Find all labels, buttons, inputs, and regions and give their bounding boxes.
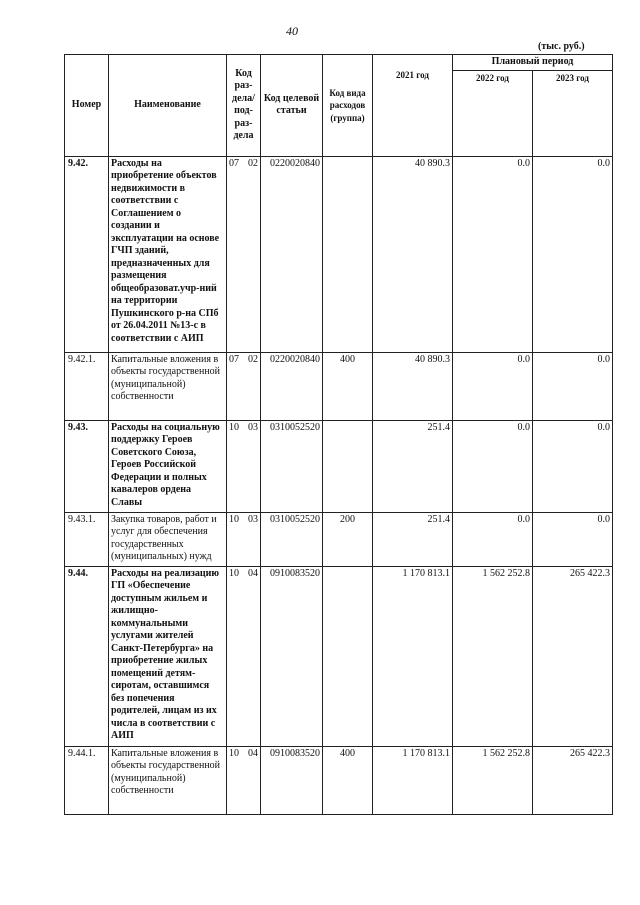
header-plan-period: Плановый период	[453, 55, 613, 71]
row-expense-type	[323, 420, 373, 512]
header-expense-type-code: Код вида расходов (группа)	[323, 55, 373, 157]
row-number: 9.43.1.	[65, 512, 109, 566]
header-target-code: Код целевой статьи	[261, 55, 323, 157]
row-number: 9.44.1.	[65, 746, 109, 814]
table-row	[65, 566, 613, 746]
row-expense-type	[323, 566, 373, 746]
row-amount-2022: 1 562 252.8	[453, 566, 533, 746]
row-target-code: 0910083520	[261, 746, 323, 814]
row-amount-2023: 265 422.3	[533, 746, 613, 814]
row-expense-type: 200	[323, 512, 373, 566]
row-amount-2021: 251.4	[373, 512, 453, 566]
units-label: (тыс. руб.)	[538, 41, 585, 52]
row-amount-2021: 251.4	[373, 420, 453, 512]
row-section	[227, 512, 261, 566]
row-amount-2021: 40 890.3	[373, 352, 453, 420]
row-subsection-code: 04	[248, 747, 258, 759]
row-name: Закупка товаров, работ и услуг для обеспечения государственных (муниципальных) нужд	[109, 512, 227, 566]
page-number: 40	[286, 24, 298, 38]
row-target-code: 0310052520	[261, 512, 323, 566]
row-amount-2023: 0.0	[533, 156, 613, 352]
table-row	[65, 420, 613, 512]
row-amount-2022: 0.0	[453, 156, 533, 352]
row-section-code: 10	[229, 513, 239, 525]
row-subsection-code: 03	[248, 421, 258, 433]
row-amount-2023: 0.0	[533, 420, 613, 512]
row-target-code: 0220020840	[261, 156, 323, 352]
row-amount-2022: 1 562 252.8	[453, 746, 533, 814]
row-amount-2021: 1 170 813.1	[373, 746, 453, 814]
row-section-code: 10	[229, 567, 239, 579]
header-year-2023: 2023 год	[533, 70, 613, 156]
table-row	[65, 512, 613, 566]
row-subsection-code: 02	[248, 157, 258, 169]
header-year-2021: 2021 год	[373, 55, 453, 157]
row-amount-2022: 0.0	[453, 420, 533, 512]
row-expense-type: 400	[323, 746, 373, 814]
row-target-code: 0220020840	[261, 352, 323, 420]
row-section	[227, 420, 261, 512]
row-amount-2023: 0.0	[533, 512, 613, 566]
row-target-code: 0310052520	[261, 420, 323, 512]
header-number: Номер	[65, 55, 109, 157]
row-amount-2023: 0.0	[533, 352, 613, 420]
row-name: Расходы на социальную поддержку Героев Советского Союза, Героев Российской Федерации и полных кавалеров ордена Славы	[109, 420, 227, 512]
row-amount-2022: 0.0	[453, 512, 533, 566]
row-section-code: 10	[229, 421, 239, 433]
row-amount-2023: 265 422.3	[533, 566, 613, 746]
row-number: 9.44.	[65, 566, 109, 746]
header-year-2022: 2022 год	[453, 70, 533, 156]
row-amount-2021: 1 170 813.1	[373, 566, 453, 746]
row-number: 9.42.1.	[65, 352, 109, 420]
row-number: 9.43.	[65, 420, 109, 512]
row-name: Расходы на приобретение объектов недвижимости в соответствии с Соглашением о создании и эксплуатации на основе ГЧП зданий, предназначенных для размещения общеобразоват.учр-ний на территории Пушкинского р-на СПб от 26.04.2011 №13-с в соответствии с АИП	[109, 156, 227, 352]
row-amount-2022: 0.0	[453, 352, 533, 420]
row-section	[227, 156, 261, 352]
row-number: 9.42.	[65, 156, 109, 352]
row-expense-type	[323, 156, 373, 352]
header-section-code: Код раз-дела/ под-раз-дела	[227, 55, 261, 157]
budget-table	[64, 54, 613, 815]
row-name: Расходы на реализацию ГП «Обеспечение доступным жильем и жилищно-коммунальными услугами жителей Санкт-Петербурга» на приобретение жилых помещений детям-сиротам, оставшимся без попечения родителей, лицам из их числа в соответствии с АИП	[109, 566, 227, 746]
row-section	[227, 746, 261, 814]
row-amount-2021: 40 890.3	[373, 156, 453, 352]
row-subsection-code: 03	[248, 513, 258, 525]
row-section	[227, 566, 261, 746]
table-row	[65, 746, 613, 814]
row-target-code: 0910083520	[261, 566, 323, 746]
row-section-code: 07	[229, 157, 239, 169]
row-name: Капитальные вложения в объекты государственной (муниципальной) собственности	[109, 746, 227, 814]
row-name: Капитальные вложения в объекты государственной (муниципальной) собственности	[109, 352, 227, 420]
table-row	[65, 352, 613, 420]
table-row	[65, 156, 613, 352]
row-subsection-code: 04	[248, 567, 258, 579]
row-section-code: 10	[229, 747, 239, 759]
row-subsection-code: 02	[248, 353, 258, 365]
row-section-code: 07	[229, 353, 239, 365]
header-row-top	[65, 55, 613, 71]
header-name: Наименование	[109, 55, 227, 157]
row-expense-type: 400	[323, 352, 373, 420]
row-section	[227, 352, 261, 420]
